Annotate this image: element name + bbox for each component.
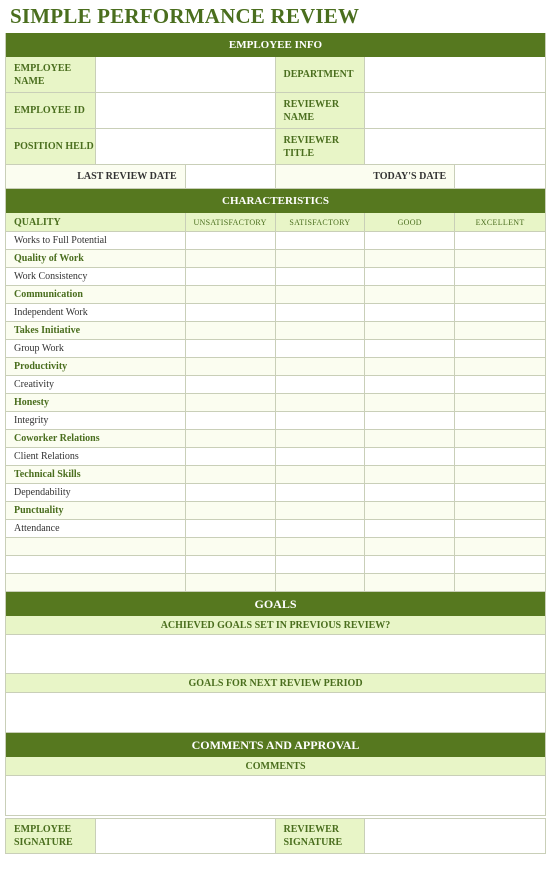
rating-cell-unsatisfactory[interactable] [186, 286, 276, 303]
rating-cell-satisfactory[interactable] [276, 412, 366, 429]
rating-cell-good[interactable] [365, 412, 455, 429]
next-goals-label: GOALS FOR NEXT REVIEW PERIOD [6, 674, 546, 692]
rating-cell-satisfactory[interactable] [276, 304, 366, 321]
rating-cell-good[interactable] [365, 376, 455, 393]
characteristic-row [5, 340, 546, 358]
rating-cell-unsatisfactory[interactable] [186, 448, 276, 465]
rating-cell-satisfactory[interactable] [276, 430, 366, 447]
position-held-field[interactable] [96, 129, 276, 164]
characteristic-row [5, 376, 546, 394]
rating-cell-good[interactable] [365, 448, 455, 465]
rating-cell-good[interactable] [365, 430, 455, 447]
characteristics-table-body [5, 232, 546, 592]
rating-cell-good[interactable] [365, 556, 455, 573]
employee-id-label: EMPLOYEE ID [6, 93, 96, 128]
rating-cell-excellent[interactable] [455, 556, 546, 573]
characteristic-row [5, 304, 546, 322]
rating-cell-good[interactable] [365, 484, 455, 501]
rating-cell-excellent[interactable] [455, 448, 546, 465]
rating-cell-unsatisfactory[interactable] [186, 340, 276, 357]
employee-id-row [5, 93, 546, 129]
column-unsatisfactory: UNSATISFACTORY [186, 213, 276, 231]
column-satisfactory: SATISFACTORY [276, 213, 366, 231]
rating-cell-satisfactory[interactable] [276, 538, 366, 555]
characteristic-label: Work Consistency [6, 268, 186, 285]
column-good: GOOD [365, 213, 455, 231]
rating-cell-unsatisfactory[interactable] [186, 520, 276, 537]
reviewer-title-label: REVIEWER TITLE [276, 129, 366, 164]
rating-cell-good[interactable] [365, 232, 455, 249]
characteristic-label: Dependability [6, 484, 186, 501]
rating-cell-excellent[interactable] [455, 574, 546, 591]
next-goals-row [5, 674, 546, 693]
rating-cell-excellent[interactable] [455, 502, 546, 519]
rating-cell-excellent[interactable] [455, 250, 546, 267]
employee-name-row [5, 57, 546, 93]
rating-cell-excellent[interactable] [455, 232, 546, 249]
rating-cell-unsatisfactory[interactable] [186, 538, 276, 555]
employee-signature-field[interactable] [96, 819, 276, 853]
employee-info-header: EMPLOYEE INFO [5, 33, 546, 57]
column-quality: QUALITY [6, 213, 186, 231]
characteristic-label-blank[interactable] [6, 538, 186, 555]
page-title: SIMPLE PERFORMANCE REVIEW [10, 4, 360, 28]
department-field[interactable] [365, 57, 546, 92]
characteristic-label: Punctuality [6, 502, 186, 519]
rating-cell-unsatisfactory[interactable] [186, 430, 276, 447]
comments-field[interactable] [6, 776, 546, 815]
rating-cell-satisfactory[interactable] [276, 394, 366, 411]
rating-cell-excellent[interactable] [455, 412, 546, 429]
achieved-goals-area-row [5, 635, 546, 674]
rating-cell-satisfactory[interactable] [276, 466, 366, 483]
rating-cell-unsatisfactory[interactable] [186, 268, 276, 285]
rating-cell-unsatisfactory[interactable] [186, 250, 276, 267]
rating-cell-unsatisfactory[interactable] [186, 484, 276, 501]
characteristic-row [5, 448, 546, 466]
characteristic-row [5, 430, 546, 448]
rating-cell-unsatisfactory[interactable] [186, 232, 276, 249]
rating-cell-good[interactable] [365, 466, 455, 483]
rating-cell-satisfactory[interactable] [276, 484, 366, 501]
rating-cell-satisfactory[interactable] [276, 502, 366, 519]
reviewer-title-field[interactable] [365, 129, 546, 164]
todays-date-field[interactable] [455, 165, 546, 188]
rating-cell-satisfactory[interactable] [276, 376, 366, 393]
rating-cell-good[interactable] [365, 574, 455, 591]
characteristic-row [5, 322, 546, 340]
comments-label-row [5, 757, 546, 776]
rating-cell-good[interactable] [365, 322, 455, 339]
characteristic-row [5, 250, 546, 268]
last-review-date-label: LAST REVIEW DATE [6, 165, 186, 188]
characteristic-label: Coworker Relations [6, 430, 186, 447]
characteristics-column-headers [5, 213, 546, 232]
characteristic-label: Honesty [6, 394, 186, 411]
achieved-goals-label: ACHIEVED GOALS SET IN PREVIOUS REVIEW? [6, 616, 546, 634]
characteristic-row [5, 358, 546, 376]
rating-cell-satisfactory[interactable] [276, 232, 366, 249]
reviewer-name-field[interactable] [365, 93, 546, 128]
rating-cell-good[interactable] [365, 268, 455, 285]
rating-cell-unsatisfactory[interactable] [186, 466, 276, 483]
rating-cell-excellent[interactable] [455, 322, 546, 339]
achieved-goals-field[interactable] [6, 635, 546, 673]
comments-approval-header: COMMENTS AND APPROVAL [5, 733, 546, 757]
rating-cell-unsatisfactory[interactable] [186, 376, 276, 393]
characteristic-label: Independent Work [6, 304, 186, 321]
rating-cell-unsatisfactory[interactable] [186, 412, 276, 429]
employee-signature-label: EMPLOYEE SIGNATURE [6, 819, 96, 853]
reviewer-signature-field[interactable] [365, 819, 546, 853]
characteristics-header: CHARACTERISTICS [5, 189, 546, 213]
characteristic-row [5, 484, 546, 502]
comments-label: COMMENTS [6, 757, 546, 775]
rating-cell-excellent[interactable] [455, 394, 546, 411]
characteristic-row [5, 502, 546, 520]
rating-cell-good[interactable] [365, 394, 455, 411]
rating-cell-satisfactory[interactable] [276, 574, 366, 591]
position-held-label: POSITION HELD [6, 129, 96, 164]
characteristic-row [5, 520, 546, 538]
rating-cell-excellent[interactable] [455, 358, 546, 375]
rating-cell-excellent[interactable] [455, 484, 546, 501]
signature-row [5, 818, 546, 854]
characteristic-row [5, 268, 546, 286]
characteristic-label: Quality of Work [6, 250, 186, 267]
characteristic-label-blank[interactable] [6, 574, 186, 591]
characteristic-label: Client Relations [6, 448, 186, 465]
rating-cell-unsatisfactory[interactable] [186, 394, 276, 411]
goals-header: GOALS [5, 592, 546, 616]
employee-name-field[interactable] [96, 57, 276, 92]
rating-cell-excellent[interactable] [455, 466, 546, 483]
rating-cell-satisfactory[interactable] [276, 322, 366, 339]
reviewer-name-label: REVIEWER NAME [276, 93, 366, 128]
next-goals-field[interactable] [6, 693, 546, 732]
employee-id-field[interactable] [96, 93, 276, 128]
rating-cell-satisfactory[interactable] [276, 268, 366, 285]
rating-cell-excellent[interactable] [455, 340, 546, 357]
rating-cell-unsatisfactory[interactable] [186, 322, 276, 339]
characteristic-label: Integrity [6, 412, 186, 429]
next-goals-area-row [5, 693, 546, 733]
characteristic-label: Technical Skills [6, 466, 186, 483]
characteristic-row [5, 394, 546, 412]
characteristic-label-blank[interactable] [6, 556, 186, 573]
rating-cell-good[interactable] [365, 286, 455, 303]
rating-cell-excellent[interactable] [455, 538, 546, 555]
rating-cell-excellent[interactable] [455, 268, 546, 285]
rating-cell-excellent[interactable] [455, 520, 546, 537]
characteristic-label: Works to Full Potential [6, 232, 186, 249]
rating-cell-unsatisfactory[interactable] [186, 502, 276, 519]
characteristic-row [5, 412, 546, 430]
rating-cell-excellent[interactable] [455, 376, 546, 393]
rating-cell-excellent[interactable] [455, 304, 546, 321]
rating-cell-satisfactory[interactable] [276, 358, 366, 375]
todays-date-label: TODAY'S DATE [276, 165, 456, 188]
department-label: DEPARTMENT [276, 57, 366, 92]
rating-cell-unsatisfactory[interactable] [186, 556, 276, 573]
reviewer-signature-label: REVIEWER SIGNATURE [276, 819, 366, 853]
characteristic-row [5, 286, 546, 304]
rating-cell-satisfactory[interactable] [276, 340, 366, 357]
position-row [5, 129, 546, 165]
characteristic-label: Communication [6, 286, 186, 303]
comments-area-row [5, 776, 546, 816]
achieved-goals-row [5, 616, 546, 635]
rating-cell-unsatisfactory[interactable] [186, 304, 276, 321]
rating-cell-excellent[interactable] [455, 286, 546, 303]
employee-name-label: EMPLOYEE NAME [6, 57, 96, 92]
rating-cell-satisfactory[interactable] [276, 286, 366, 303]
blank-characteristic-row [5, 538, 546, 556]
column-excellent: EXCELLENT [455, 213, 546, 231]
rating-cell-unsatisfactory[interactable] [186, 358, 276, 375]
rating-cell-excellent[interactable] [455, 430, 546, 447]
characteristic-label: Takes Initiative [6, 322, 186, 339]
rating-cell-satisfactory[interactable] [276, 448, 366, 465]
rating-cell-satisfactory[interactable] [276, 520, 366, 537]
rating-cell-satisfactory[interactable] [276, 250, 366, 267]
dates-row [5, 165, 546, 189]
rating-cell-good[interactable] [365, 538, 455, 555]
rating-cell-good[interactable] [365, 340, 455, 357]
characteristic-label: Group Work [6, 340, 186, 357]
rating-cell-good[interactable] [365, 358, 455, 375]
review-form [5, 33, 546, 854]
characteristic-label: Productivity [6, 358, 186, 375]
characteristic-row [5, 466, 546, 484]
blank-characteristic-row [5, 574, 546, 592]
rating-cell-good[interactable] [365, 502, 455, 519]
characteristic-label: Attendance [6, 520, 186, 537]
rating-cell-good[interactable] [365, 304, 455, 321]
rating-cell-unsatisfactory[interactable] [186, 574, 276, 591]
characteristic-row [5, 232, 546, 250]
last-review-date-field[interactable] [186, 165, 276, 188]
rating-cell-good[interactable] [365, 520, 455, 537]
characteristic-label: Creativity [6, 376, 186, 393]
blank-characteristic-row [5, 556, 546, 574]
rating-cell-good[interactable] [365, 250, 455, 267]
rating-cell-satisfactory[interactable] [276, 556, 366, 573]
